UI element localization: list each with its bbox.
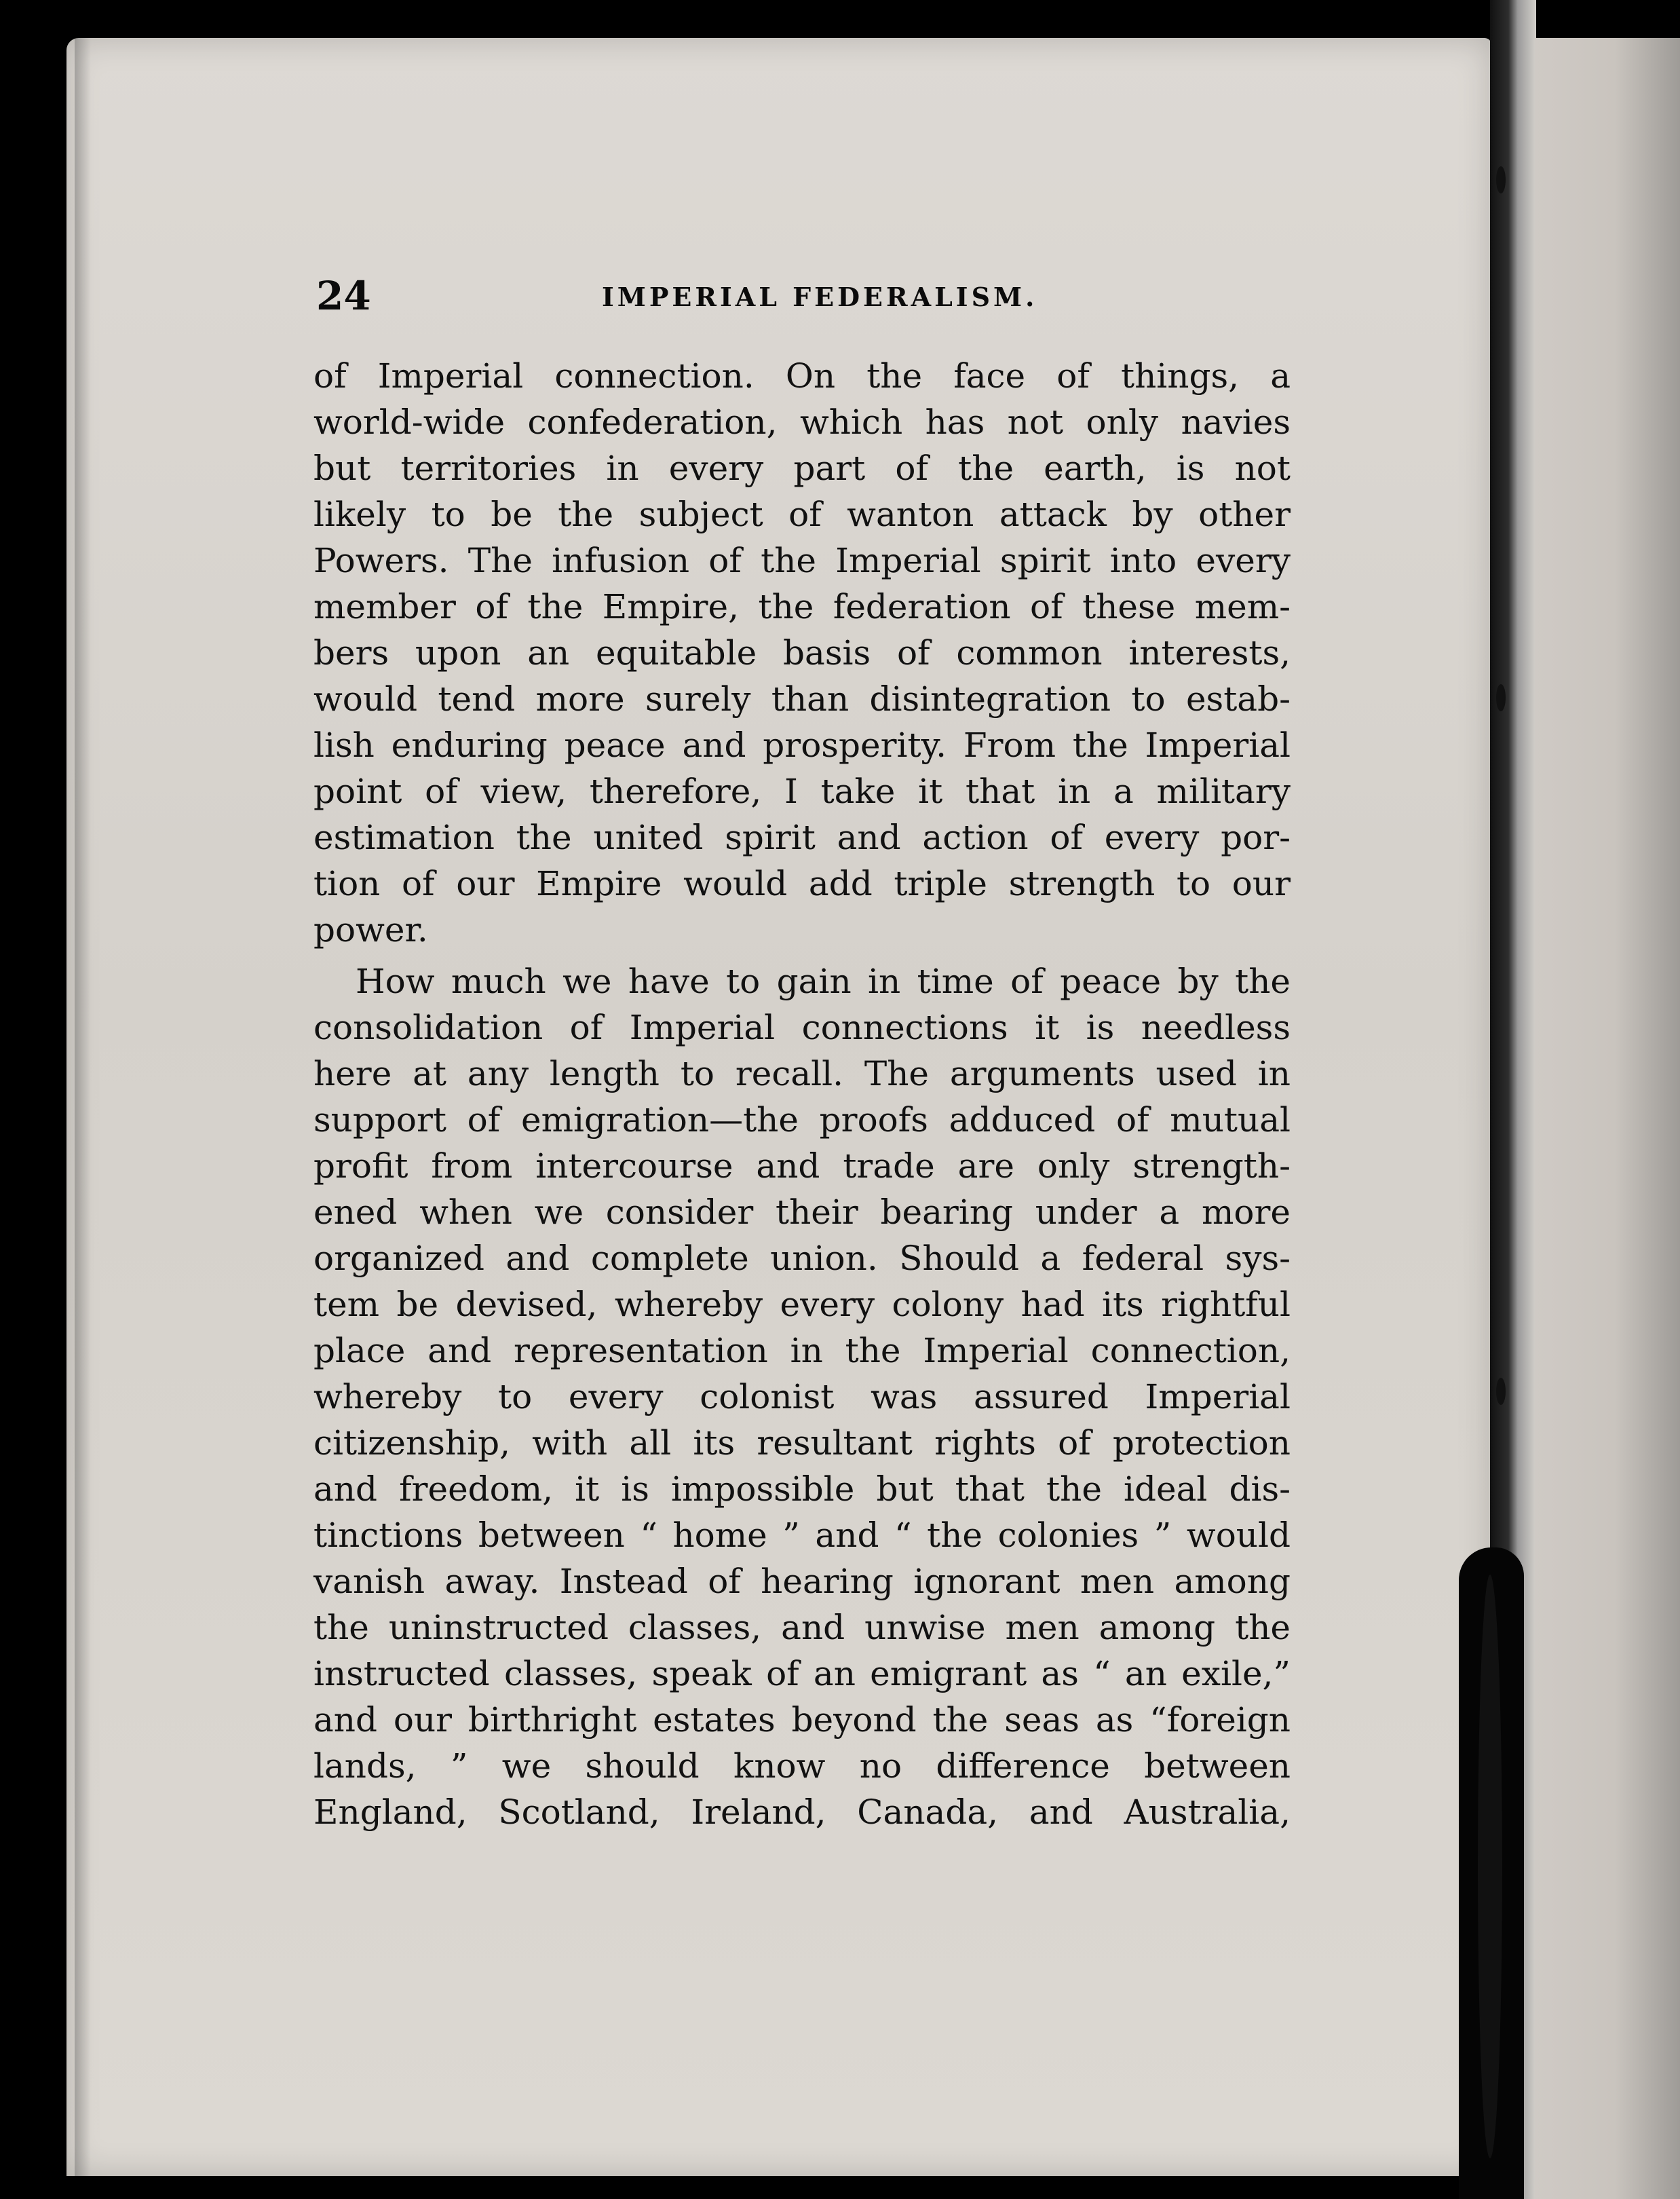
text-line: lish enduring peace and prosperity. From the Imperial: [313, 726, 1291, 765]
text-line: Powers. The infusion of the Imperial spirit into every: [313, 541, 1291, 580]
text-line: organized and complete union. Should a federal sys-: [313, 1239, 1291, 1278]
text-line: lands, ” we should know no difference between: [313, 1746, 1291, 1786]
text-line: citizenship, with all its resultant rights of protection: [313, 1423, 1291, 1463]
text-line: profit from intercourse and trade are only strength-: [313, 1146, 1291, 1186]
text-line: place and representation in the Imperial connection,: [313, 1331, 1291, 1370]
text-line: member of the Empire, the federation of these mem-: [313, 587, 1291, 626]
binding-stitch: [1496, 1378, 1506, 1405]
text-line: vanish away. Instead of hearing ignorant men among: [313, 1562, 1291, 1601]
page-damage-tear: [1459, 1547, 1524, 2199]
text-line: and freedom, it is impossible but that the ideal dis-: [313, 1469, 1291, 1509]
text-line: How much we have to gain in time of peace by the: [356, 962, 1291, 1001]
page-number: 24: [316, 273, 371, 319]
text-line: and our birthright estates beyond the seas as “foreign: [313, 1700, 1291, 1740]
text-line: likely to be the subject of wanton attack by other: [313, 495, 1291, 534]
facing-page-edge: [1535, 38, 1680, 2199]
text-line: tion of our Empire would add triple strength to our: [313, 864, 1291, 903]
text-line: England, Scotland, Ireland, Canada, and Australia,: [313, 1792, 1291, 1832]
text-line: here at any length to recall. The arguments used in: [313, 1054, 1291, 1093]
text-line: world-wide confederation, which has not only navies: [313, 402, 1291, 442]
text-line: instructed classes, speak of an emigrant as “ an exile,”: [313, 1654, 1291, 1693]
text-line: ened when we consider their bearing under a more: [313, 1192, 1291, 1232]
text-line: whereby to every colonist was assured Imperial: [313, 1377, 1291, 1416]
text-line: point of view, therefore, I take it that in a military: [313, 772, 1291, 811]
text-line: but territories in every part of the earth, is not: [313, 449, 1291, 488]
binding-stitch: [1496, 166, 1506, 193]
text-line: estimation the united spirit and action of every por-: [313, 818, 1291, 857]
text-line: tinctions between “ home ” and “ the colonies ” would: [313, 1516, 1291, 1555]
text-line: bers upon an equitable basis of common interests,: [313, 633, 1291, 673]
binding-stitch: [1496, 684, 1506, 711]
text-line: the uninstructed classes, and unwise men among the: [313, 1608, 1291, 1647]
text-line: power.: [313, 910, 428, 950]
text-line: support of emigration—the proofs adduced of mutual: [313, 1100, 1291, 1140]
running-head: IMPERIAL FEDERALISM.: [602, 282, 1038, 312]
text-line: would tend more surely than disintegration to estab-: [313, 679, 1291, 719]
text-line: tem be devised, whereby every colony had its rightful: [313, 1285, 1291, 1324]
text-line: of Imperial connection. On the face of things, a: [313, 356, 1291, 396]
text-line: consolidation of Imperial connections it is needless: [313, 1008, 1291, 1047]
